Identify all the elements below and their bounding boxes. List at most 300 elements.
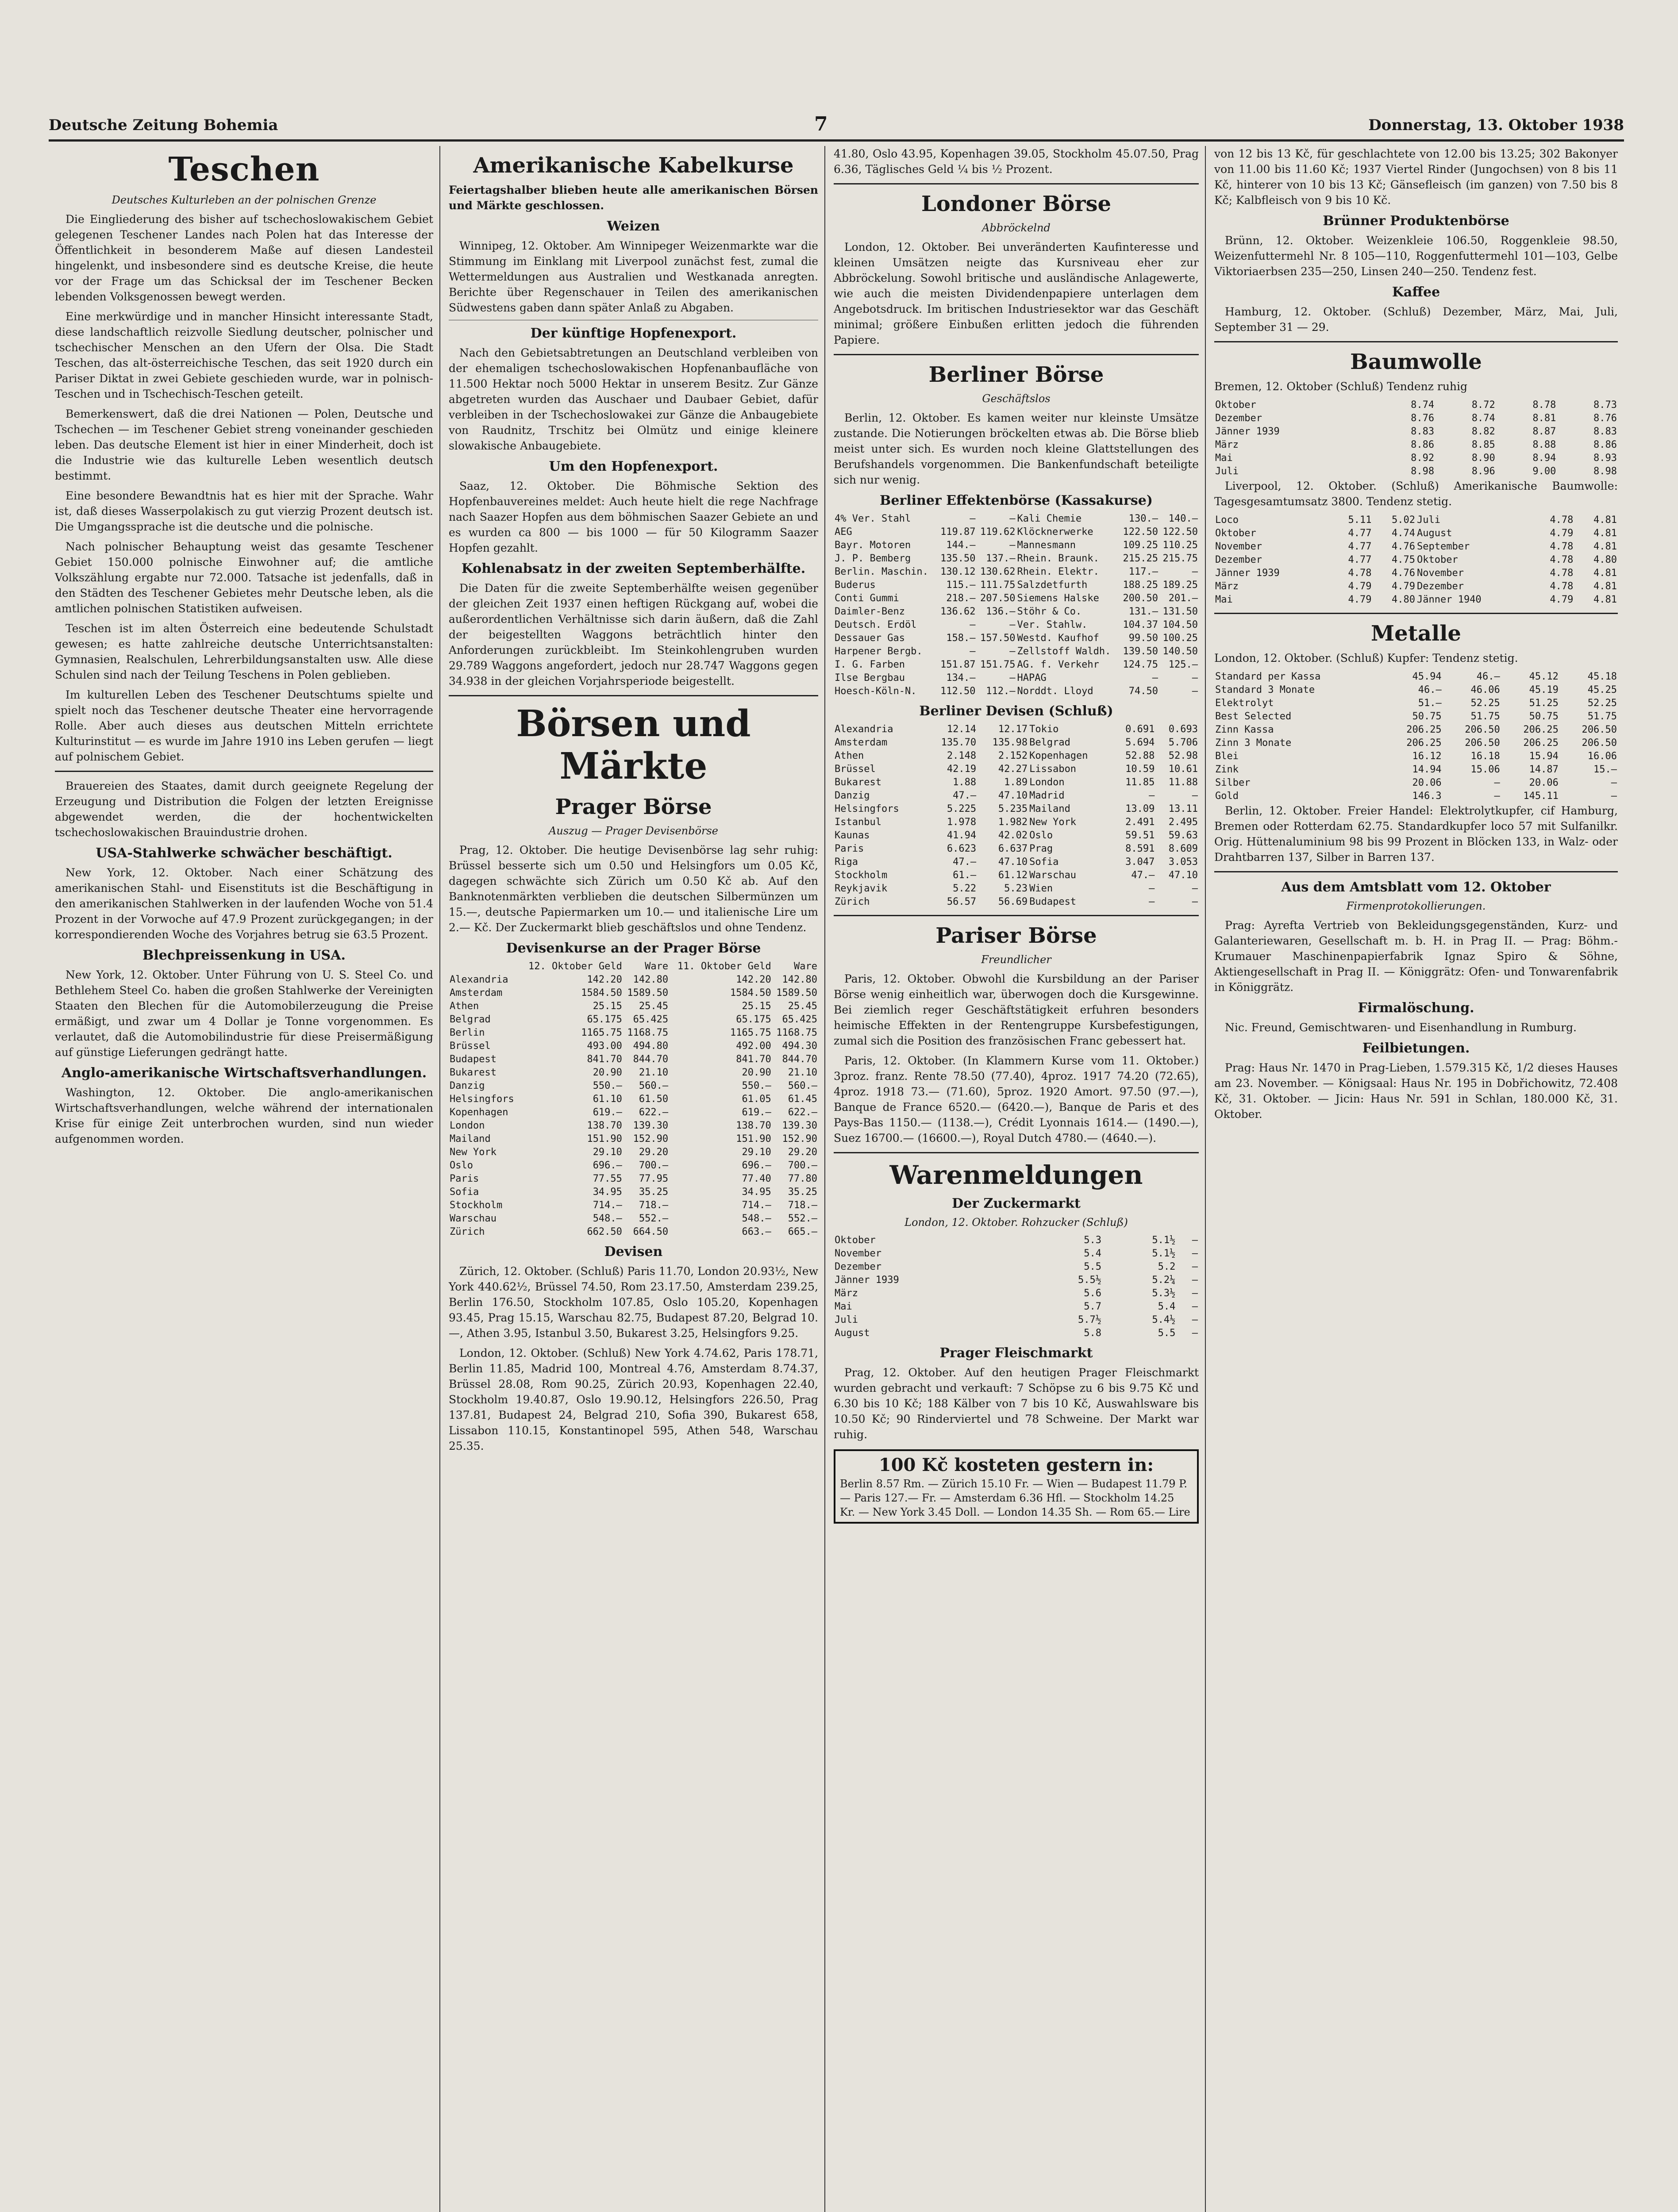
table-cell: 29.10: [742, 1147, 771, 1158]
table-cell: 5.7½: [1078, 1314, 1101, 1325]
table-cell: 15.06: [1470, 764, 1500, 775]
table-cell: 117.—: [1128, 566, 1158, 577]
table-cell: Brüssel: [450, 1041, 491, 1052]
table-cell: 119.62: [980, 526, 1016, 538]
table-cell: 548.—: [742, 1213, 771, 1224]
table-row: [1214, 527, 1618, 540]
paragraph: Hamburg, 12. Oktober. (Schluß) Dezember, März, Mai, Juli, September 31 — 29.: [1214, 305, 1618, 334]
table-cell: Jänner 1940: [1416, 594, 1482, 605]
table-cell: 8.94: [1532, 453, 1556, 464]
table-row: [834, 512, 1199, 526]
table-cell: 0.691: [1125, 724, 1155, 735]
headline: Der künftige Hopfenexport.: [530, 326, 737, 341]
table-cell: Harpener Bergb.: [835, 646, 923, 657]
table-row: [449, 1066, 818, 1079]
berlin-devisen-table: [834, 723, 1199, 909]
table-cell: 4.78: [1348, 568, 1372, 579]
table-cell: 4.79: [1348, 581, 1372, 592]
table-row: [834, 632, 1199, 645]
table-cell: 139.30: [782, 1120, 817, 1131]
table-row: [449, 1040, 818, 1053]
table-row: [449, 1053, 818, 1066]
table-row: [1214, 412, 1618, 425]
table-cell: Danzig: [450, 1080, 485, 1091]
table-row: [449, 1186, 818, 1199]
table-cell: 5.4½: [1152, 1314, 1176, 1325]
table-cell: 5.225: [947, 803, 977, 814]
table-cell: 1584.50: [730, 987, 771, 998]
table-cell: 51.75: [1587, 711, 1617, 722]
table-cell: 8.591: [1125, 843, 1155, 854]
paragraph: Prag: Ayrefta Vertrieb von Bekleidungsgegenständen, Kurz- und Galanteriewaren, Gesellschaft m. b. H. in Prag II. — Prag: Böhm.-Krumauer Maschinenpapierfabrik Ignaz Spiro & Söhne, Aktiengesellschaft in Prag II. — Königgrätz: Ofen- und Tonwarenfabrik in Königgrätz.: [1214, 919, 1618, 994]
table-cell: 112.—: [986, 686, 1016, 697]
table-cell: September: [1416, 541, 1470, 552]
table-cell: —: [1192, 1314, 1198, 1325]
table-cell: —: [1192, 1235, 1198, 1246]
table-cell: I. G. Farben: [835, 659, 905, 670]
paragraph: Paris, 12. Oktober. (In Klammern Kurse vom 11. Oktober.) 3proz. franz. Rente 78.50 (77.40), 4proz. 1917 74.20 (72.65), 4proz. 1918 73.— (71.60), 5proz. 1920 Amort. 97.50 (97.—), Banque de France 6520.— (6420.—), Banque de Paris et des Pays-Bas 1150.— (1138.—), Crédit Lyonnais 1614.— (1490.—), Suez 16700.— (16600.—), Royal Dutch 4780.— (4640.—).: [834, 1054, 1199, 1144]
table-row: [1214, 763, 1618, 776]
table-cell: Paris: [835, 843, 864, 854]
table-cell: 45.19: [1529, 684, 1559, 695]
table-row: [449, 1013, 818, 1026]
column-3: [827, 146, 1206, 2212]
table-cell: 14.94: [1412, 764, 1442, 775]
paragraph: Nach polnischer Behauptung weist das gesamte Teschener Gebiet 150.000 polnische Einwohner auf; die amtliche Volkszählung ergabte nur 72.000. Tatsache ist jedenfalls, daß in den Städten des Teschener Gebietes mehr Deutsche leben, als die amtlichen polnischen Statistiken aufweisen.: [55, 540, 433, 615]
table-cell: Madrid: [1029, 790, 1065, 801]
table-cell: 4.75: [1392, 554, 1415, 565]
table-cell: 41.94: [947, 830, 977, 841]
table-cell: 8.81: [1532, 413, 1556, 424]
table-cell: 4% Ver. Stahl: [835, 513, 911, 524]
table-cell: März: [835, 1288, 858, 1299]
table-cell: —: [1192, 1261, 1198, 1272]
table-row: [834, 816, 1199, 829]
table-cell: Loco: [1215, 515, 1239, 526]
table-cell: —: [1009, 619, 1016, 630]
table-cell: 201.—: [1168, 593, 1198, 604]
table-cell: 35.25: [639, 1187, 669, 1198]
table-cell: Ilse Bergbau: [835, 672, 905, 684]
table-cell: Amsterdam: [835, 737, 888, 748]
paragraph: London, 12. Oktober. (Schluß) New York 4.74.62, Paris 178.71, Berlin 11.85, Madrid 100, Montreal 4.76, Amsterdam 8.74.37, Brüssel 28.08, Rom 90.25, Zürich 20.93, Kopenhagen 22.40, Stockholm 19.40.87, Oslo 19.90.12, Helsingfors 226.50, Prag 137.81, Budapest 24, Belgrad 210, Sofia 390, Bukarest 658, Lissabon 110.15, Konstantinopel 595, Athen 548, Warschau 25.35.: [449, 1347, 818, 1452]
table-cell: 619.—: [742, 1107, 771, 1118]
table-cell: 4.81: [1593, 581, 1617, 592]
table-cell: 6.637: [998, 843, 1028, 854]
table-cell: Ver. Stahlw.: [1017, 619, 1088, 630]
table-row: [449, 1093, 818, 1106]
table-cell: 8.74: [1411, 399, 1435, 411]
table-cell: Danzig: [835, 790, 870, 801]
table-cell: AG. f. Verkehr: [1017, 659, 1099, 670]
table-cell: 5.5½: [1078, 1275, 1101, 1286]
table-cell: 5.3½: [1152, 1288, 1176, 1299]
table-row: [834, 1287, 1199, 1300]
table-row: [834, 1327, 1199, 1340]
table-row: [449, 1026, 818, 1040]
table-cell: 21.10: [788, 1067, 817, 1078]
table-row: [1214, 580, 1618, 593]
table-row: [834, 565, 1199, 579]
table-row: [1214, 553, 1618, 567]
table-cell: 207.50: [980, 593, 1016, 604]
table-row: [834, 736, 1199, 749]
divider: [834, 183, 1199, 184]
table-cell: 4.78: [1550, 581, 1574, 592]
section-subtitle: Auszug — Prager Devisenbörse: [549, 825, 718, 837]
table-cell: 47.10: [998, 856, 1028, 868]
table-cell: Rhein. Elektr.: [1017, 566, 1099, 577]
table-cell: 61.45: [788, 1094, 817, 1105]
box-title: 100 Kč kosteten gestern in:: [878, 1455, 1154, 1475]
table-row: [834, 672, 1199, 685]
table-cell: 492.00: [736, 1041, 771, 1052]
table-cell: —: [1009, 646, 1016, 657]
table-cell: 188.25: [1123, 580, 1158, 591]
table-cell: 56.57: [947, 896, 977, 907]
table-cell: Paris: [450, 1173, 479, 1184]
section-title-baumwolle: Baumwolle: [1350, 349, 1482, 374]
table-cell: 1.88: [953, 777, 977, 788]
table-cell: Tokio: [1029, 724, 1059, 735]
table-cell: 139.50: [1123, 646, 1158, 657]
table-cell: Lissabon: [1029, 764, 1077, 775]
column-4: [1208, 146, 1624, 2212]
table-cell: —: [1611, 791, 1617, 802]
table-cell: 4.81: [1593, 528, 1617, 539]
paragraph: Teschen ist im alten Österreich eine bedeutende Schulstadt gewesen; es hatte zahlreiche deutsche Unterrichtsanstalten: Gymnasien, Realschulen, Lehrerbildungsanstalten usw. Alle diese Schulen sind nach der Teilung Teschens in Polen geblieben.: [55, 622, 433, 681]
divider: [1214, 613, 1618, 614]
table-row: [449, 987, 818, 1000]
table-cell: Klöcknerwerke: [1017, 526, 1093, 538]
table-header: [449, 960, 818, 973]
headline: Anglo-amerikanische Wirtschaftsverhandlungen.: [61, 1065, 427, 1081]
table-row: [449, 1000, 818, 1013]
table-cell: 5.235: [998, 803, 1028, 814]
table-cell: Oslo: [1029, 830, 1053, 841]
table-header-cell: Ware: [794, 961, 817, 972]
table-cell: —: [1192, 1328, 1198, 1339]
table-cell: 5.8: [1084, 1328, 1101, 1339]
table-cell: 622.—: [639, 1107, 669, 1118]
table-cell: 844.70: [782, 1054, 817, 1065]
table-cell: 714.—: [593, 1200, 622, 1211]
devisen-table: [449, 960, 818, 1239]
table-cell: —: [970, 513, 976, 524]
headline: Feilbietungen.: [1362, 1041, 1470, 1056]
table-cell: 61.50: [639, 1094, 669, 1105]
table-cell: November: [1416, 568, 1464, 579]
table-cell: Belgrad: [1029, 737, 1070, 748]
table-cell: —: [1192, 686, 1198, 697]
table-cell: 65.175: [736, 1014, 771, 1025]
table-cell: 4.80: [1593, 554, 1617, 565]
table-cell: 2.148: [947, 750, 977, 761]
table-cell: Zinn Kassa: [1215, 724, 1274, 735]
table-cell: Reykjavik: [835, 883, 888, 894]
table-cell: 131.—: [1128, 606, 1158, 617]
table-cell: Dezember: [835, 1261, 881, 1272]
table-cell: 130.12: [940, 566, 976, 577]
table-cell: 4.78: [1550, 515, 1574, 526]
table-row: [1214, 723, 1618, 737]
zucker-table: [834, 1234, 1199, 1340]
table-row: [834, 579, 1199, 592]
table-cell: 45.25: [1587, 684, 1617, 695]
table-cell: 10.59: [1125, 764, 1155, 775]
table-cell: Berlin: [450, 1027, 485, 1038]
table-cell: November: [835, 1248, 881, 1259]
table-cell: 215.25: [1123, 553, 1158, 564]
column-1: [49, 146, 440, 2212]
section-subtitle: Firmenprotokollierungen.: [1346, 900, 1486, 912]
table-row: [834, 803, 1199, 816]
table-cell: Deutsch. Erdöl: [835, 619, 917, 630]
table-cell: August: [835, 1328, 870, 1339]
table-cell: Sofia: [1029, 856, 1059, 868]
table-cell: 0.693: [1168, 724, 1198, 735]
table-cell: Oslo: [450, 1160, 473, 1171]
table-cell: 4.79: [1550, 528, 1574, 539]
table-cell: 6.623: [947, 843, 977, 854]
table-cell: 696.—: [593, 1160, 622, 1171]
table-row: [1214, 452, 1618, 465]
headline: Aus dem Amtsblatt vom 12. Oktober: [1281, 879, 1551, 895]
paragraph: Im kulturellen Leben des Teschener Deutschtums spielte und spielt noch das Teschener deutsche Theater eine hervorragende Rolle. Aber auch dieses aus deutschen Mitteln errichtete Kulturinstitut — es wurde im Jahre 1910 ins Leben gerufen — liegt auf polnischem Gebiet.: [55, 688, 433, 763]
table-cell: 112.50: [940, 686, 976, 697]
table-cell: 34.95: [742, 1187, 771, 1198]
table-row: [1214, 670, 1618, 684]
table-cell: 8.78: [1532, 399, 1556, 411]
table-cell: 4.77: [1348, 541, 1372, 552]
table-cell: Bukarest: [835, 777, 881, 788]
table-cell: 12.17: [998, 724, 1028, 735]
table-cell: Standard per Kassa: [1215, 671, 1321, 682]
bremen-table: [1214, 399, 1618, 478]
table-cell: Oktober: [1416, 554, 1458, 565]
section-title-metalle: Metalle: [1371, 621, 1461, 646]
paragraph: Winnipeg, 12. Oktober. Am Winnipeger Weizenmarkte war die Stimmung im Einklang mit Liverpool zunächst fest, zumal die Wettermeldungen aus Australien und Westkanada anregten. Berichte über Regenschauer in Teilen des amerikanischen Südwestens gaben dann später Anlaß zu Abgaben.: [449, 239, 818, 314]
table-cell: Mannesmann: [1017, 540, 1076, 551]
table-cell: Warschau: [1029, 870, 1077, 881]
table-body: [449, 973, 818, 1239]
table-cell: 20.06: [1412, 777, 1442, 788]
table-header-cell: Ware: [645, 961, 669, 972]
table-cell: 1589.50: [627, 987, 669, 998]
table-cell: Buderus: [835, 580, 876, 591]
table-cell: 1168.75: [627, 1027, 669, 1038]
table-cell: Berlin. Maschin.: [835, 566, 928, 577]
table-cell: 5.2: [1158, 1261, 1176, 1272]
paragraph: Prag: Haus Nr. 1470 in Prag-Lieben, 1.579.315 Kč, 1/2 dieses Hauses am 23. November. — Königsaal: Haus Nr. 195 in Dobřichowitz, 72.408 Kč, 31. Oktober. — Jicin: Haus Nr. 591 in Schlan, 180.000 Kč, 31. Oktober.: [1214, 1061, 1618, 1121]
section-subtitle: Freundlicher: [981, 953, 1051, 966]
paragraph: Eine merkwürdige und in mancher Hinsicht interessante Stadt, diese landschaftlich reizvolle Siedlung deutscher, polnischer und tschechischer Menschen an den Ufern der Olsa. Die Stadt Teschen, das alt-österreichische Teschen, das seit 1920 durch ein Pariser Diktat in zwei Gebiete geschieden wurde, war in polnisch-Teschen und in Tschechisch-Teschen geteilt.: [55, 310, 433, 400]
table-cell: 4.80: [1392, 594, 1415, 605]
table-cell: 50.75: [1412, 711, 1442, 722]
paragraph: London, 12. Oktober. (Schluß) Kupfer: Tendenz stetig.: [1214, 652, 1518, 664]
table-cell: Salzdetfurth: [1017, 580, 1088, 591]
table-row: [1214, 710, 1618, 723]
table-cell: Jänner 1939: [1215, 568, 1280, 579]
table-cell: —: [970, 646, 976, 657]
table-cell: Stockholm: [450, 1200, 503, 1211]
table-cell: 8.98: [1593, 466, 1617, 477]
table-cell: —: [1192, 672, 1198, 684]
table-cell: 5.5: [1084, 1261, 1101, 1272]
table-cell: 4.78: [1550, 541, 1574, 552]
headline: Firmalöschung.: [1358, 1000, 1474, 1016]
table-cell: 8.92: [1411, 453, 1435, 464]
table-cell: Mai: [1215, 453, 1233, 464]
table-cell: 5.11: [1348, 515, 1372, 526]
table-cell: —: [1009, 672, 1016, 684]
table-cell: Amsterdam: [450, 987, 503, 998]
table-cell: Zellstoff Waldh.: [1017, 646, 1111, 657]
table-cell: 4.81: [1593, 568, 1617, 579]
table-row: [1214, 697, 1618, 710]
table-cell: 34.95: [593, 1187, 622, 1198]
table-cell: 109.25: [1123, 540, 1158, 551]
table-cell: 4.74: [1392, 528, 1415, 539]
divider: [1214, 871, 1618, 872]
table-row: [1214, 684, 1618, 697]
table-cell: Blei: [1215, 751, 1239, 762]
table-cell: Hoesch-Köln-N.: [835, 686, 917, 697]
table-cell: 45.94: [1412, 671, 1442, 682]
table-row: [834, 789, 1199, 803]
table-cell: 206.25: [1523, 724, 1559, 735]
table-cell: 844.70: [633, 1054, 669, 1065]
paragraph: Bremen, 12. Oktober (Schluß) Tendenz ruhig: [1214, 380, 1468, 393]
table-cell: HAPAG: [1017, 672, 1047, 684]
paragraph: Paris, 12. Oktober. Obwohl die Kursbildung an der Pariser Börse wenig einheitlich war, überwogen doch die Kursgewinne. Bei ziemlich reger Geschäftstätigkeit erfuhren besonders heimische Effekten in der Rentengruppe Kursbefestigungen, zumal sich die Position des französischen Franc gebessert hat.: [834, 972, 1199, 1047]
table-cell: 45.12: [1529, 671, 1559, 682]
paragraph: Berlin, 12. Oktober. Es kamen weiter nur kleinste Umsätze zustande. Die Notierungen bröckelten etwas ab. Die Börse blieb meist unter sich. Es wurden noch kleine Glattstellungen des Berufshandels vorgenommen. Die Bankenfundschaft beteiligte sich nur wenig.: [834, 411, 1199, 486]
table-cell: 46.—: [1418, 684, 1442, 695]
table-cell: Budapest: [450, 1054, 496, 1065]
paragraph: Prag, 12. Oktober. Die heutige Devisenbörse lag sehr ruhig: Brüssel besserte sich um 0.50 und Helsingfors um 0.05 Kč, dagegen schwächte sich Zürich um 0.50 Kč ab. Auf den Banknotenmärkten verblieben die deutschen Silbermünzen um 15.—, deutsche Papiermarken um 10.— und italienische Lire um 2.— Kč. Der Zuckermarkt blieb geschäftslos und ohne Tendenz.: [449, 844, 818, 934]
table-cell: 206.25: [1406, 737, 1442, 749]
table-cell: 131.50: [1162, 606, 1198, 617]
table-cell: 104.37: [1123, 619, 1158, 630]
table-cell: —: [1192, 1301, 1198, 1312]
table-row: [834, 882, 1199, 895]
table-cell: 15.—: [1593, 764, 1617, 775]
table-cell: 25.15: [742, 1001, 771, 1012]
table-cell: 5.6: [1084, 1288, 1101, 1299]
table-cell: 25.15: [593, 1001, 622, 1012]
table-row: [834, 1247, 1199, 1260]
paragraph: 41.80, Oslo 43.95, Kopenhagen 39.05, Stockholm 45.07.50, Prag 6.36, Täglisches Geld ¼ bis ½ Prozent.: [834, 147, 1199, 176]
table-row: [449, 1133, 818, 1146]
table-cell: 158.—: [946, 633, 976, 644]
table-cell: —: [1152, 672, 1158, 684]
table-cell: 142.20: [736, 974, 771, 985]
paragraph: Saaz, 12. Oktober. Die Böhmische Sektion des Hopfenbauvereines meldet: Auch heute hielt die rege Nachfrage nach Saazer Hopfen aus dem böhmischen Saazer Gebiete an und es wurden ca 800 — bis 1000 — für 50 Kilogramm Saazer Hopfen gezahlt.: [449, 480, 818, 554]
table-cell: 65.425: [633, 1014, 669, 1025]
table-cell: 5.706: [1168, 737, 1198, 748]
table-cell: 5.7: [1084, 1301, 1101, 1312]
table-cell: 619.—: [593, 1107, 622, 1118]
table-cell: 1584.50: [581, 987, 622, 998]
table-cell: 4.81: [1593, 515, 1617, 526]
table-cell: Zürich: [450, 1226, 485, 1237]
table-cell: —: [1192, 566, 1198, 577]
table-cell: 5.1½: [1152, 1248, 1176, 1259]
paragraph: London, 12. Oktober. Bei unveränderten Kaufinteresse und kleinen Umsätzen neigte das Kursniveau eher zur Abbröckelung. Sowohl britische und ausländische Anlagewerte, wie auch die meisten Dividendenpapiere unterlagen dem Angebotsdruck. Im britischen Industriesektor war das Geschäft minimal; größere Einbußen erlitten jedoch die führenden Papiere.: [834, 241, 1199, 346]
table-cell: 2.152: [998, 750, 1028, 761]
table-row: [834, 1313, 1199, 1327]
table-cell: 2.495: [1168, 817, 1198, 828]
paragraph: Washington, 12. Oktober. Die anglo-amerikanischen Wirtschaftsverhandlungen, welche während der internationalen Krise für einige Zeit unterbrochen wurden, sind nun wieder aufgenommen worden.: [55, 1086, 433, 1145]
lead-text: Feiertagshalber blieben heute alle amerikanischen Börsen und Märkte geschlossen.: [449, 184, 818, 212]
table-cell: Mailand: [450, 1133, 491, 1144]
table-cell: 142.20: [587, 974, 622, 985]
table-cell: Sofia: [450, 1187, 479, 1198]
table-cell: 3.053: [1168, 856, 1198, 868]
paragraph: New York, 12. Oktober. Nach einer Schätzung des amerikanischen Stahl- und Eisenstituts ist die Beschäftigung in den amerikanischen Stahlwerken in der laufenden Woche von 51.4 Prozent in der Vorwoche auf 47.9 Prozent zurückgegangen; in der korrespondierenden Woche des Vorjahres betrug sie 63.5 Prozent.: [55, 866, 433, 941]
table-row: [834, 1274, 1199, 1287]
table-cell: 135.50: [940, 553, 976, 564]
table-cell: 1.978: [947, 817, 977, 828]
table-title: Berliner Effektenbörse (Kassakurse): [879, 493, 1153, 508]
table-cell: 100.25: [1162, 633, 1198, 644]
table-row: [834, 749, 1199, 763]
table-cell: 136.62: [940, 606, 976, 617]
table-cell: 74.50: [1128, 686, 1158, 697]
section-title-waren: Warenmeldungen: [889, 1160, 1143, 1190]
table-cell: 3.047: [1125, 856, 1155, 868]
table-cell: 4.78: [1550, 568, 1574, 579]
table-header-cell: [449, 960, 520, 973]
table-row: [834, 592, 1199, 605]
table-cell: 77.80: [788, 1173, 817, 1184]
table-row: [449, 973, 818, 987]
section-subtitle: Geschäftslos: [982, 392, 1051, 405]
table-cell: 16.18: [1470, 751, 1500, 762]
paragraph: Eine besondere Bewandtnis hat es hier mit der Sprache. Wahr ist, daß dieses Wasserpolakisch zu gut vierzig Prozent deutsch ist. Die Umgangssprache ist die deutsche und die polnische.: [55, 489, 433, 533]
table-row: [449, 1146, 818, 1159]
table-cell: Helsingfors: [835, 803, 899, 814]
paragraph: Nach den Gebietsabtretungen an Deutschland verbleiben von der ehemaligen tschechoslowakischen Hopfenanbaufläche von 11.500 Hektar noch 5000 Hektar in unserem Besitz. Zur Gänze abgetreten wurden das Auschaer und Daubaer Gebiet, dafür verbleiben in der Tschechoslowakei zur Gänze die Anbaugebiete von Raudnitz, Trschitz bei Olmütz und einige kleinere slowakische Anbaugebiete.: [449, 346, 818, 452]
table-row: [1214, 514, 1618, 527]
table-row: [834, 1260, 1199, 1274]
section-title-boersen: Börsen und Märkte: [516, 703, 751, 787]
table-cell: Westd. Kaufhof: [1017, 633, 1099, 644]
table-cell: 4.81: [1593, 541, 1617, 552]
table-cell: 718.—: [788, 1200, 817, 1211]
table-cell: Kaunas: [835, 830, 870, 841]
table-cell: Stockholm: [835, 870, 888, 881]
table-cell: 61.10: [593, 1094, 622, 1105]
table-cell: 152.90: [633, 1133, 669, 1144]
table-cell: 10.61: [1168, 764, 1198, 775]
table-cell: März: [1215, 581, 1239, 592]
box-text: Berlin 8.57 Rm. — Zürich 15.10 Fr. — Wien — Budapest 11.79 P. — Paris 127.— Fr. — Amsterdam 6.36 Hfl. — Stockholm 14.25 Kr. — New York 3.45 Doll. — London 14.35 Sh. — Rom 65.— Lire: [840, 1478, 1190, 1518]
table-cell: 8.76: [1411, 413, 1435, 424]
table-cell: 47.10: [1168, 870, 1198, 881]
divider: [1214, 341, 1618, 342]
table-cell: Warschau: [450, 1213, 496, 1224]
table-cell: Wien: [1029, 883, 1053, 894]
liverpool-table: [1214, 514, 1618, 607]
table-cell: 5.3: [1084, 1235, 1101, 1246]
paragraph: Prag, 12. Oktober. Auf den heutigen Prager Fleischmarkt wurden gebracht und verkauft: 7 Schöpse zu 6 bis 9.75 Kč und 6.30 bis 10 Kč; 188 Kälber von 7 bis 10 Kč, Auswahlsware bis 10.50 Kč; 90 Rinderviertel und 78 Schweine. Der Markt war ruhig.: [834, 1366, 1199, 1441]
table-row: [834, 856, 1199, 869]
table-cell: 46.—: [1476, 671, 1500, 682]
table-row: [1214, 750, 1618, 763]
table-cell: 59.63: [1168, 830, 1198, 841]
